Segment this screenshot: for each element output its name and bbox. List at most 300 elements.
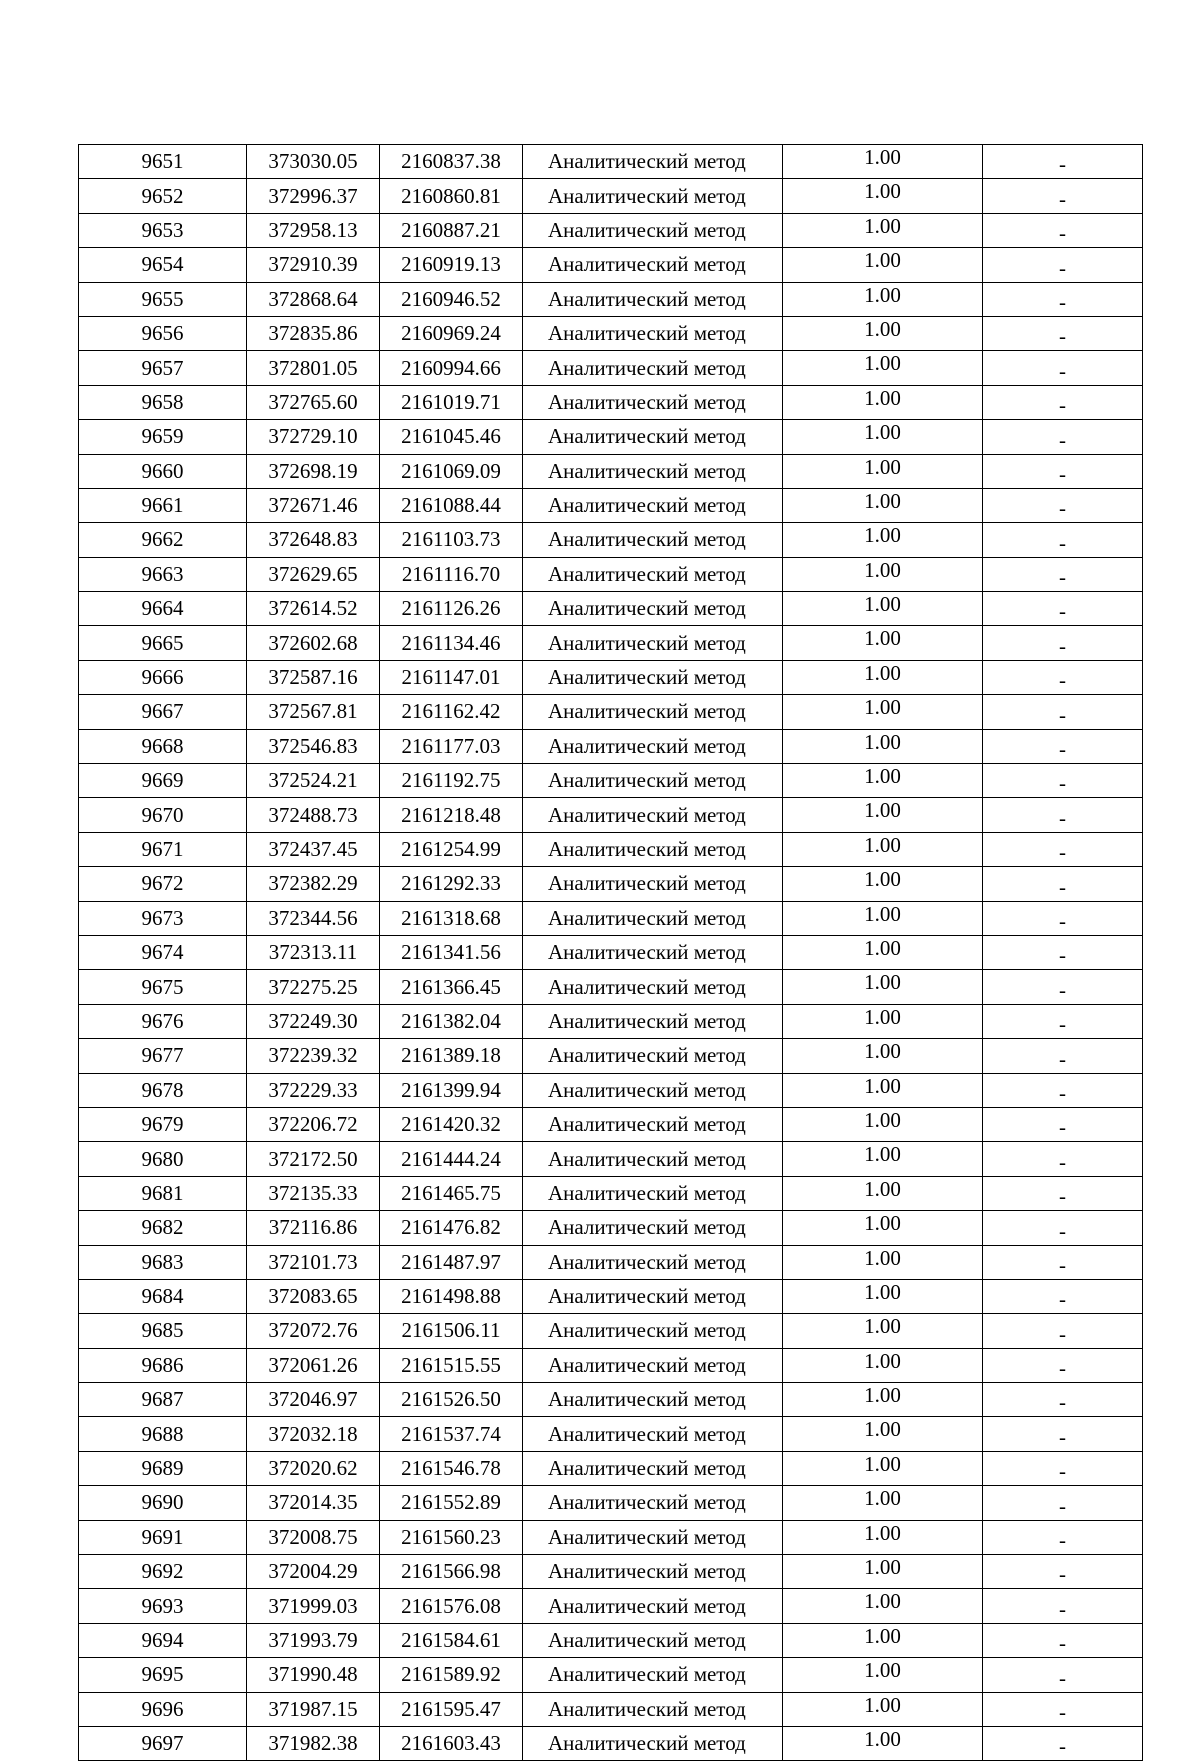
x-coordinate-cell: 372061.26 — [247, 1348, 380, 1382]
point-number-cell: 9688 — [79, 1417, 247, 1451]
note-cell: - — [983, 1589, 1143, 1623]
x-coordinate-cell: 372172.50 — [247, 1142, 380, 1176]
y-coordinate-cell: 2161537.74 — [380, 1417, 523, 1451]
note-cell: - — [983, 420, 1143, 454]
y-coordinate-cell: 2160887.21 — [380, 213, 523, 247]
note-cell: - — [983, 1658, 1143, 1692]
method-cell: Аналитический метод — [523, 867, 783, 901]
table-row — [79, 935, 1143, 969]
accuracy-cell: 1.00 — [783, 1589, 983, 1623]
accuracy-cell: 1.00 — [783, 454, 983, 488]
note-cell: - — [983, 1726, 1143, 1760]
x-coordinate-cell: 372008.75 — [247, 1520, 380, 1554]
table-row — [79, 1211, 1143, 1245]
y-coordinate-cell: 2160946.52 — [380, 282, 523, 316]
note-cell: - — [983, 832, 1143, 866]
point-number-cell: 9686 — [79, 1348, 247, 1382]
note-cell: - — [983, 1211, 1143, 1245]
method-cell: Аналитический метод — [523, 764, 783, 798]
point-number-cell: 9668 — [79, 729, 247, 763]
point-number-cell: 9677 — [79, 1039, 247, 1073]
y-coordinate-cell: 2161560.23 — [380, 1520, 523, 1554]
accuracy-cell: 1.00 — [783, 179, 983, 213]
point-number-cell: 9690 — [79, 1486, 247, 1520]
point-number-cell: 9654 — [79, 248, 247, 282]
note-cell: - — [983, 282, 1143, 316]
table-row — [79, 1383, 1143, 1417]
note-cell: - — [983, 145, 1143, 179]
method-cell: Аналитический метод — [523, 1073, 783, 1107]
point-number-cell: 9693 — [79, 1589, 247, 1623]
point-number-cell: 9657 — [79, 351, 247, 385]
x-coordinate-cell: 372614.52 — [247, 592, 380, 626]
method-cell: Аналитический метод — [523, 626, 783, 660]
table-row — [79, 1451, 1143, 1485]
x-coordinate-cell: 371982.38 — [247, 1726, 380, 1760]
method-cell: Аналитический метод — [523, 695, 783, 729]
y-coordinate-cell: 2161498.88 — [380, 1279, 523, 1313]
method-cell: Аналитический метод — [523, 316, 783, 350]
x-coordinate-cell: 372567.81 — [247, 695, 380, 729]
y-coordinate-cell: 2161584.61 — [380, 1623, 523, 1657]
table-row — [79, 901, 1143, 935]
x-coordinate-cell: 372437.45 — [247, 832, 380, 866]
note-cell: - — [983, 454, 1143, 488]
y-coordinate-cell: 2161595.47 — [380, 1692, 523, 1726]
method-cell: Аналитический метод — [523, 1176, 783, 1210]
table-row — [79, 488, 1143, 522]
method-cell: Аналитический метод — [523, 1555, 783, 1589]
x-coordinate-cell: 372382.29 — [247, 867, 380, 901]
method-cell: Аналитический метод — [523, 179, 783, 213]
point-number-cell: 9694 — [79, 1623, 247, 1657]
point-number-cell: 9696 — [79, 1692, 247, 1726]
point-number-cell: 9666 — [79, 660, 247, 694]
table-row — [79, 145, 1143, 179]
point-number-cell: 9672 — [79, 867, 247, 901]
point-number-cell: 9687 — [79, 1383, 247, 1417]
accuracy-cell: 1.00 — [783, 1692, 983, 1726]
y-coordinate-cell: 2161366.45 — [380, 970, 523, 1004]
method-cell: Аналитический метод — [523, 523, 783, 557]
y-coordinate-cell: 2161318.68 — [380, 901, 523, 935]
table-row — [79, 213, 1143, 247]
method-cell: Аналитический метод — [523, 1348, 783, 1382]
x-coordinate-cell: 372648.83 — [247, 523, 380, 557]
point-number-cell: 9682 — [79, 1211, 247, 1245]
y-coordinate-cell: 2161218.48 — [380, 798, 523, 832]
note-cell: - — [983, 1314, 1143, 1348]
coordinates-table-body — [79, 145, 1143, 1761]
y-coordinate-cell: 2161552.89 — [380, 1486, 523, 1520]
table-row — [79, 832, 1143, 866]
method-cell: Аналитический метод — [523, 488, 783, 522]
accuracy-cell: 1.00 — [783, 351, 983, 385]
accuracy-cell: 1.00 — [783, 1555, 983, 1589]
accuracy-cell: 1.00 — [783, 1520, 983, 1554]
x-coordinate-cell: 372239.32 — [247, 1039, 380, 1073]
y-coordinate-cell: 2161603.43 — [380, 1726, 523, 1760]
x-coordinate-cell: 371993.79 — [247, 1623, 380, 1657]
y-coordinate-cell: 2161389.18 — [380, 1039, 523, 1073]
y-coordinate-cell: 2160860.81 — [380, 179, 523, 213]
accuracy-cell: 1.00 — [783, 1176, 983, 1210]
table-row — [79, 316, 1143, 350]
point-number-cell: 9697 — [79, 1726, 247, 1760]
x-coordinate-cell: 372835.86 — [247, 316, 380, 350]
y-coordinate-cell: 2161341.56 — [380, 935, 523, 969]
accuracy-cell: 1.00 — [783, 1417, 983, 1451]
x-coordinate-cell: 372765.60 — [247, 385, 380, 419]
note-cell: - — [983, 385, 1143, 419]
table-row — [79, 248, 1143, 282]
accuracy-cell: 1.00 — [783, 1107, 983, 1141]
table-row — [79, 454, 1143, 488]
note-cell: - — [983, 1073, 1143, 1107]
note-cell: - — [983, 764, 1143, 798]
note-cell: - — [983, 729, 1143, 763]
note-cell: - — [983, 867, 1143, 901]
y-coordinate-cell: 2161420.32 — [380, 1107, 523, 1141]
note-cell: - — [983, 970, 1143, 1004]
note-cell: - — [983, 1692, 1143, 1726]
y-coordinate-cell: 2161126.26 — [380, 592, 523, 626]
point-number-cell: 9674 — [79, 935, 247, 969]
method-cell: Аналитический метод — [523, 1245, 783, 1279]
table-row — [79, 1039, 1143, 1073]
accuracy-cell: 1.00 — [783, 798, 983, 832]
accuracy-cell: 1.00 — [783, 248, 983, 282]
table-row — [79, 1623, 1143, 1657]
table-row — [79, 1348, 1143, 1382]
x-coordinate-cell: 372004.29 — [247, 1555, 380, 1589]
x-coordinate-cell: 372020.62 — [247, 1451, 380, 1485]
point-number-cell: 9683 — [79, 1245, 247, 1279]
y-coordinate-cell: 2161045.46 — [380, 420, 523, 454]
method-cell: Аналитический метод — [523, 1658, 783, 1692]
method-cell: Аналитический метод — [523, 1726, 783, 1760]
method-cell: Аналитический метод — [523, 454, 783, 488]
note-cell: - — [983, 213, 1143, 247]
method-cell: Аналитический метод — [523, 1107, 783, 1141]
accuracy-cell: 1.00 — [783, 626, 983, 660]
y-coordinate-cell: 2161589.92 — [380, 1658, 523, 1692]
table-row — [79, 179, 1143, 213]
point-number-cell: 9676 — [79, 1004, 247, 1038]
accuracy-cell: 1.00 — [783, 1211, 983, 1245]
accuracy-cell: 1.00 — [783, 764, 983, 798]
x-coordinate-cell: 372135.33 — [247, 1176, 380, 1210]
point-number-cell: 9685 — [79, 1314, 247, 1348]
accuracy-cell: 1.00 — [783, 523, 983, 557]
method-cell: Аналитический метод — [523, 248, 783, 282]
table-row — [79, 1107, 1143, 1141]
point-number-cell: 9667 — [79, 695, 247, 729]
y-coordinate-cell: 2161192.75 — [380, 764, 523, 798]
method-cell: Аналитический метод — [523, 1383, 783, 1417]
point-number-cell: 9661 — [79, 488, 247, 522]
table-row — [79, 592, 1143, 626]
point-number-cell: 9655 — [79, 282, 247, 316]
method-cell: Аналитический метод — [523, 1451, 783, 1485]
x-coordinate-cell: 372229.33 — [247, 1073, 380, 1107]
y-coordinate-cell: 2161465.75 — [380, 1176, 523, 1210]
point-number-cell: 9659 — [79, 420, 247, 454]
accuracy-cell: 1.00 — [783, 1279, 983, 1313]
x-coordinate-cell: 372671.46 — [247, 488, 380, 522]
method-cell: Аналитический метод — [523, 1692, 783, 1726]
table-row — [79, 660, 1143, 694]
accuracy-cell: 1.00 — [783, 660, 983, 694]
method-cell: Аналитический метод — [523, 385, 783, 419]
accuracy-cell: 1.00 — [783, 316, 983, 350]
method-cell: Аналитический метод — [523, 798, 783, 832]
accuracy-cell: 1.00 — [783, 213, 983, 247]
note-cell: - — [983, 1039, 1143, 1073]
y-coordinate-cell: 2161526.50 — [380, 1383, 523, 1417]
method-cell: Аналитический метод — [523, 351, 783, 385]
method-cell: Аналитический метод — [523, 145, 783, 179]
method-cell: Аналитический метод — [523, 1211, 783, 1245]
accuracy-cell: 1.00 — [783, 1726, 983, 1760]
table-row — [79, 1073, 1143, 1107]
y-coordinate-cell: 2161162.42 — [380, 695, 523, 729]
y-coordinate-cell: 2161177.03 — [380, 729, 523, 763]
point-number-cell: 9669 — [79, 764, 247, 798]
table-row — [79, 557, 1143, 591]
accuracy-cell: 1.00 — [783, 1142, 983, 1176]
note-cell: - — [983, 179, 1143, 213]
method-cell: Аналитический метод — [523, 1039, 783, 1073]
x-coordinate-cell: 372587.16 — [247, 660, 380, 694]
note-cell: - — [983, 901, 1143, 935]
x-coordinate-cell: 372249.30 — [247, 1004, 380, 1038]
x-coordinate-cell: 372046.97 — [247, 1383, 380, 1417]
accuracy-cell: 1.00 — [783, 557, 983, 591]
method-cell: Аналитический метод — [523, 1589, 783, 1623]
y-coordinate-cell: 2161254.99 — [380, 832, 523, 866]
x-coordinate-cell: 372868.64 — [247, 282, 380, 316]
y-coordinate-cell: 2161487.97 — [380, 1245, 523, 1279]
table-row — [79, 764, 1143, 798]
method-cell: Аналитический метод — [523, 970, 783, 1004]
note-cell: - — [983, 935, 1143, 969]
accuracy-cell: 1.00 — [783, 1039, 983, 1073]
note-cell: - — [983, 1417, 1143, 1451]
table-row — [79, 1520, 1143, 1554]
accuracy-cell: 1.00 — [783, 1245, 983, 1279]
method-cell: Аналитический метод — [523, 1486, 783, 1520]
note-cell: - — [983, 1520, 1143, 1554]
y-coordinate-cell: 2161476.82 — [380, 1211, 523, 1245]
point-number-cell: 9656 — [79, 316, 247, 350]
accuracy-cell: 1.00 — [783, 695, 983, 729]
y-coordinate-cell: 2161069.09 — [380, 454, 523, 488]
accuracy-cell: 1.00 — [783, 935, 983, 969]
note-cell: - — [983, 1348, 1143, 1382]
accuracy-cell: 1.00 — [783, 1383, 983, 1417]
y-coordinate-cell: 2161116.70 — [380, 557, 523, 591]
x-coordinate-cell: 372313.11 — [247, 935, 380, 969]
method-cell: Аналитический метод — [523, 1142, 783, 1176]
accuracy-cell: 1.00 — [783, 420, 983, 454]
y-coordinate-cell: 2161019.71 — [380, 385, 523, 419]
y-coordinate-cell: 2161088.44 — [380, 488, 523, 522]
method-cell: Аналитический метод — [523, 1520, 783, 1554]
table-row — [79, 1314, 1143, 1348]
note-cell: - — [983, 798, 1143, 832]
table-row — [79, 729, 1143, 763]
x-coordinate-cell: 372958.13 — [247, 213, 380, 247]
point-number-cell: 9692 — [79, 1555, 247, 1589]
point-number-cell: 9695 — [79, 1658, 247, 1692]
method-cell: Аналитический метод — [523, 935, 783, 969]
table-row — [79, 626, 1143, 660]
point-number-cell: 9660 — [79, 454, 247, 488]
y-coordinate-cell: 2161103.73 — [380, 523, 523, 557]
y-coordinate-cell: 2161546.78 — [380, 1451, 523, 1485]
note-cell: - — [983, 316, 1143, 350]
y-coordinate-cell: 2161399.94 — [380, 1073, 523, 1107]
y-coordinate-cell: 2160919.13 — [380, 248, 523, 282]
x-coordinate-cell: 372996.37 — [247, 179, 380, 213]
table-row — [79, 1726, 1143, 1760]
note-cell: - — [983, 1451, 1143, 1485]
accuracy-cell: 1.00 — [783, 1451, 983, 1485]
note-cell: - — [983, 660, 1143, 694]
table-row — [79, 1176, 1143, 1210]
x-coordinate-cell: 372488.73 — [247, 798, 380, 832]
point-number-cell: 9658 — [79, 385, 247, 419]
x-coordinate-cell: 371990.48 — [247, 1658, 380, 1692]
x-coordinate-cell: 372275.25 — [247, 970, 380, 1004]
point-number-cell: 9684 — [79, 1279, 247, 1313]
accuracy-cell: 1.00 — [783, 1486, 983, 1520]
method-cell: Аналитический метод — [523, 1417, 783, 1451]
method-cell: Аналитический метод — [523, 729, 783, 763]
method-cell: Аналитический метод — [523, 213, 783, 247]
note-cell: - — [983, 1004, 1143, 1038]
accuracy-cell: 1.00 — [783, 592, 983, 626]
note-cell: - — [983, 1555, 1143, 1589]
x-coordinate-cell: 372524.21 — [247, 764, 380, 798]
table-row — [79, 282, 1143, 316]
y-coordinate-cell: 2161444.24 — [380, 1142, 523, 1176]
table-row — [79, 1417, 1143, 1451]
y-coordinate-cell: 2160994.66 — [380, 351, 523, 385]
table-row — [79, 1555, 1143, 1589]
accuracy-cell: 1.00 — [783, 832, 983, 866]
point-number-cell: 9652 — [79, 179, 247, 213]
point-number-cell: 9678 — [79, 1073, 247, 1107]
x-coordinate-cell: 372629.65 — [247, 557, 380, 591]
note-cell: - — [983, 1176, 1143, 1210]
x-coordinate-cell: 373030.05 — [247, 145, 380, 179]
note-cell: - — [983, 488, 1143, 522]
point-number-cell: 9670 — [79, 798, 247, 832]
point-number-cell: 9651 — [79, 145, 247, 179]
method-cell: Аналитический метод — [523, 1004, 783, 1038]
point-number-cell: 9691 — [79, 1520, 247, 1554]
point-number-cell: 9663 — [79, 557, 247, 591]
note-cell: - — [983, 1623, 1143, 1657]
note-cell: - — [983, 1383, 1143, 1417]
accuracy-cell: 1.00 — [783, 901, 983, 935]
point-number-cell: 9662 — [79, 523, 247, 557]
note-cell: - — [983, 351, 1143, 385]
accuracy-cell: 1.00 — [783, 282, 983, 316]
x-coordinate-cell: 372729.10 — [247, 420, 380, 454]
note-cell: - — [983, 1142, 1143, 1176]
y-coordinate-cell: 2161382.04 — [380, 1004, 523, 1038]
note-cell: - — [983, 523, 1143, 557]
accuracy-cell: 1.00 — [783, 867, 983, 901]
table-row — [79, 798, 1143, 832]
accuracy-cell: 1.00 — [783, 1314, 983, 1348]
table-row — [79, 867, 1143, 901]
x-coordinate-cell: 372101.73 — [247, 1245, 380, 1279]
method-cell: Аналитический метод — [523, 660, 783, 694]
x-coordinate-cell: 372602.68 — [247, 626, 380, 660]
table-row — [79, 970, 1143, 1004]
x-coordinate-cell: 372546.83 — [247, 729, 380, 763]
table-row — [79, 420, 1143, 454]
x-coordinate-cell: 372116.86 — [247, 1211, 380, 1245]
table-row — [79, 351, 1143, 385]
accuracy-cell: 1.00 — [783, 385, 983, 419]
method-cell: Аналитический метод — [523, 420, 783, 454]
x-coordinate-cell: 372801.05 — [247, 351, 380, 385]
table-row — [79, 1658, 1143, 1692]
point-number-cell: 9681 — [79, 1176, 247, 1210]
x-coordinate-cell: 371999.03 — [247, 1589, 380, 1623]
point-number-cell: 9689 — [79, 1451, 247, 1485]
table-row — [79, 523, 1143, 557]
accuracy-cell: 1.00 — [783, 1004, 983, 1038]
x-coordinate-cell: 371987.15 — [247, 1692, 380, 1726]
point-number-cell: 9675 — [79, 970, 247, 1004]
y-coordinate-cell: 2161506.11 — [380, 1314, 523, 1348]
x-coordinate-cell: 372698.19 — [247, 454, 380, 488]
x-coordinate-cell: 372910.39 — [247, 248, 380, 282]
coordinates-table — [78, 144, 1143, 1761]
note-cell: - — [983, 592, 1143, 626]
point-number-cell: 9680 — [79, 1142, 247, 1176]
note-cell: - — [983, 626, 1143, 660]
method-cell: Аналитический метод — [523, 282, 783, 316]
table-row — [79, 1004, 1143, 1038]
accuracy-cell: 1.00 — [783, 1348, 983, 1382]
x-coordinate-cell: 372032.18 — [247, 1417, 380, 1451]
point-number-cell: 9653 — [79, 213, 247, 247]
y-coordinate-cell: 2161134.46 — [380, 626, 523, 660]
y-coordinate-cell: 2161576.08 — [380, 1589, 523, 1623]
table-row — [79, 1486, 1143, 1520]
method-cell: Аналитический метод — [523, 557, 783, 591]
table-row — [79, 1589, 1143, 1623]
method-cell: Аналитический метод — [523, 1314, 783, 1348]
table-row — [79, 1692, 1143, 1726]
table-row — [79, 1245, 1143, 1279]
x-coordinate-cell: 372344.56 — [247, 901, 380, 935]
note-cell: - — [983, 248, 1143, 282]
method-cell: Аналитический метод — [523, 901, 783, 935]
table-row — [79, 695, 1143, 729]
y-coordinate-cell: 2160969.24 — [380, 316, 523, 350]
accuracy-cell: 1.00 — [783, 145, 983, 179]
note-cell: - — [983, 1279, 1143, 1313]
accuracy-cell: 1.00 — [783, 729, 983, 763]
